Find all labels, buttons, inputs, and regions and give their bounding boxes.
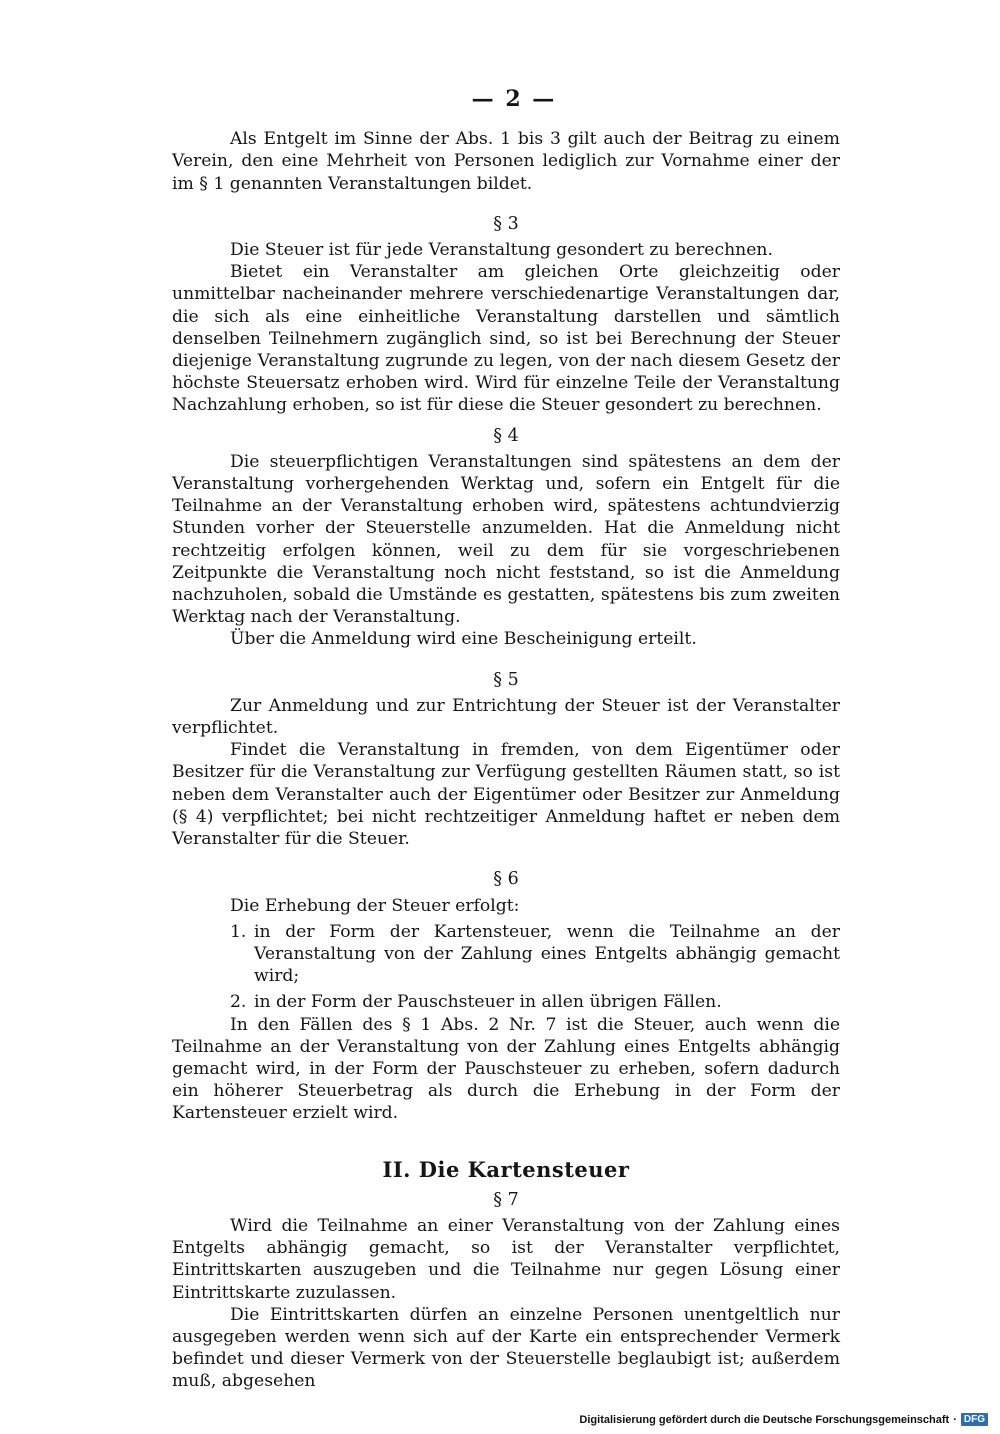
dfg-logo: DFG [961, 1413, 988, 1426]
document-page [172, 88, 840, 1393]
page-number: — 2 — [471, 86, 557, 112]
section-3-paragraph-1: Die Steuer ist für jede Veranstaltung gesondert zu berechnen. [230, 240, 773, 261]
list-item-number: 1. [230, 921, 247, 942]
chapter-title: II. Die Kartensteuer [382, 1156, 630, 1182]
list-item-text: in der Form der Pauschsteuer in allen übrigen Fällen. [254, 992, 722, 1013]
footer-separator: · [953, 1413, 957, 1426]
intro-paragraph: Als Entgelt im Sinne der Abs. 1 bis 3 gilt auch der Beitrag zu einem Verein, den eine Mehrheit von Personen lediglich zur Vornahme einer der im § 1 genannten Veranstaltungen bildet. [172, 129, 840, 194]
digitization-footer [579, 1413, 988, 1426]
section-6-paragraph-1: Die Erhebung der Steuer erfolgt: [230, 895, 520, 916]
section-6-paragraph-2: In den Fällen des § 1 Abs. 2 Nr. 7 ist die Steuer, auch wenn die Teilnahme an der Veranstaltung von der Zahlung eines Entgelts abhängig gemacht wird, in der Form der Pauschsteuer zu erheben, sofern dadurch ein höherer Steuerbetrag als durch die Erhebung in der Form der Kartensteuer erzielt wird. [172, 1014, 840, 1124]
section-3-paragraph-2: Bietet ein Veranstalter am gleichen Orte gleichzeitig oder unmittelbar nacheinander mehrere verschiedenartige Veranstaltungen dar, die sich als eine einheitliche Veranstaltung darstellen und sämtlich denselben Teilnehmern zugänglich sind, so ist bei Berechnung der Steuer diejenige Veranstaltung zugrunde zu legen, von der nach diesem Gesetz der höchste Steuersatz erhoben wird. Wird für einzelne Teile der Veranstaltung Nachzahlung erhoben, so ist für diese die Steuer gesondert zu berechnen. [172, 262, 840, 416]
section-6-list-item [172, 991, 840, 1013]
list-item-text: in der Form der Kartensteuer, wenn die Teilnahme an der Veranstaltung von der Zahlung eines Entgelts abhängig gemacht wird; [254, 921, 840, 987]
section-5-heading: § 5 [493, 669, 519, 690]
section-4-paragraph-1: Die steuerpflichtigen Veranstaltungen sind spätestens an dem der Veranstaltung vorhergehenden Werktag und, sofern ein Entgelt für die Teilnahme an der Veranstaltung erhoben wird, spätestens achtundvierzig Stunden vorher der Steuerstelle anzumelden. Hat die Anmeldung nicht rechtzeitig erfolgen können, weil zu dem für sie vorgeschriebenen Zeitpunkte die Veranstaltung noch nicht feststand, so ist die Anmeldung nachzuholen, sobald die Umstände es gestatten, spätestens bis zum zweiten Werktag nach der Veranstaltung. [172, 451, 840, 628]
section-7-heading: § 7 [493, 1189, 519, 1210]
section-5-paragraph-2: Findet die Veranstaltung in fremden, von dem Eigentümer oder Besitzer für die Veranstaltung zur Verfügung gestellten Räumen statt, so ist neben dem Veranstalter auch der Eigentümer oder Besitzer zur Anmeldung (§ 4) verpflichtet; bei nicht rechtzeitiger Anmeldung haftet er neben dem Veranstalter für die Steuer. [172, 740, 840, 850]
section-5-paragraph-1: Zur Anmeldung und zur Entrichtung der Steuer ist der Veranstalter verpflichtet. [172, 695, 840, 739]
list-item-number: 2. [230, 992, 247, 1013]
section-7-paragraph-2: Die Eintrittskarten dürfen an einzelne Personen unentgeltlich nur ausgegeben werden wenn sich auf der Karte ein entsprechender Vermerk befindet und dieser Vermerk von der Steuerstelle beglaubigt ist; außerdem muß, abgesehen [172, 1304, 840, 1392]
section-7-paragraph-1: Wird die Teilnahme an einer Veranstaltung von der Zahlung eines Entgelts abhängig gemacht, so ist der Veranstalter verpflichtet, Eintrittskarten auszugeben und die Teilnahme nur gegen Lösung einer Eintrittskarte zuzulassen. [172, 1215, 840, 1303]
section-4-heading: § 4 [493, 425, 519, 446]
section-4-paragraph-2: Über die Anmeldung wird eine Bescheinigung erteilt. [230, 629, 697, 650]
footer-credit-text: Digitalisierung gefördert durch die Deutsche Forschungsgemeinschaft [579, 1413, 950, 1426]
section-6-list-item [172, 921, 840, 988]
section-6-heading: § 6 [493, 869, 519, 890]
section-3-heading: § 3 [493, 213, 519, 234]
